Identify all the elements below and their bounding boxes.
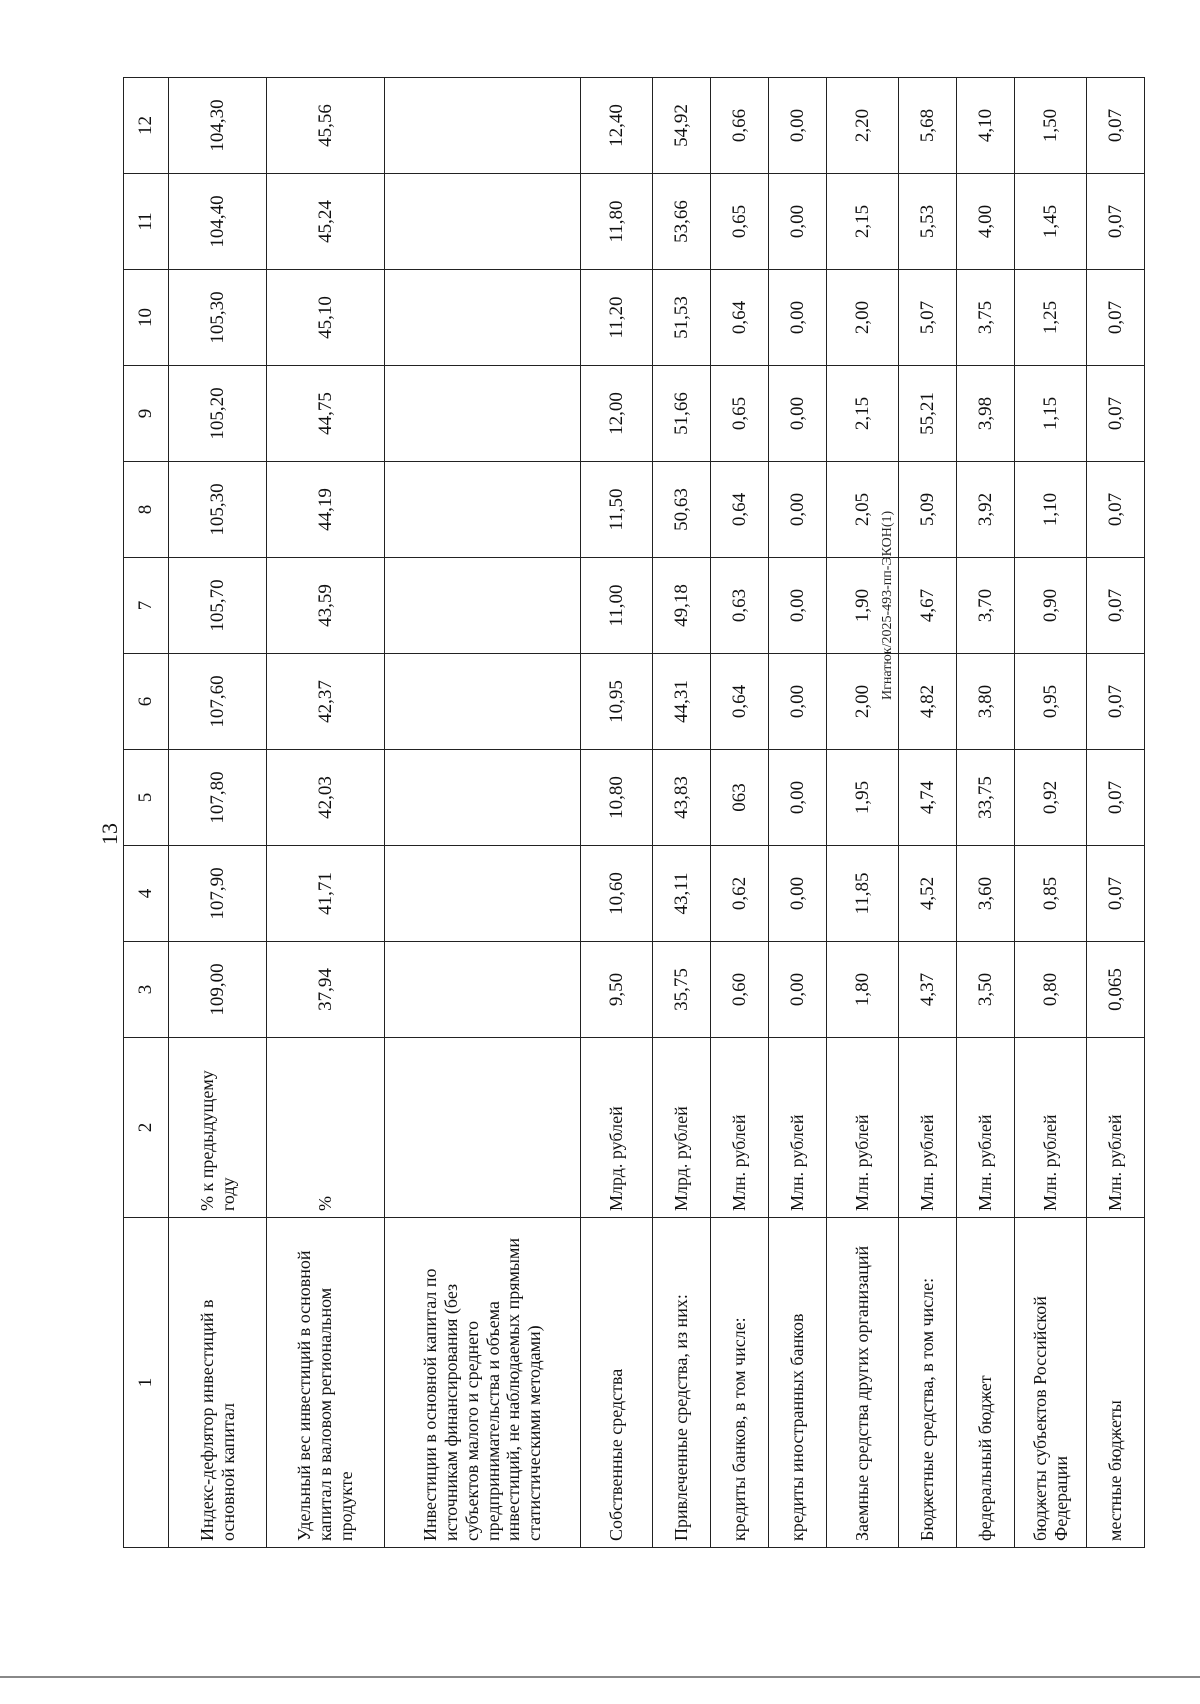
column-header-9: 9 — [124, 366, 169, 462]
value-cell: 3,60 — [957, 846, 1015, 942]
value-cell: 0,66 — [711, 78, 769, 174]
value-cell: 0,00 — [769, 846, 827, 942]
value-cell: 1,90 — [827, 558, 899, 654]
value-cell: 50,63 — [653, 462, 711, 558]
value-cell: 0,07 — [1087, 846, 1145, 942]
indicator-name: Бюджетные средства, в том числе: — [899, 1218, 957, 1548]
value-cell: 35,75 — [653, 942, 711, 1038]
table-row — [653, 78, 711, 1548]
value-cell: 11,80 — [581, 174, 653, 270]
value-cell: 45,56 — [267, 78, 385, 174]
column-header-4: 4 — [124, 846, 169, 942]
value-cell — [385, 174, 581, 270]
table-row — [899, 78, 957, 1548]
value-cell: 0,00 — [769, 270, 827, 366]
investment-table — [123, 77, 1145, 1548]
value-cell: 5,53 — [899, 174, 957, 270]
value-cell: 4,74 — [899, 750, 957, 846]
table-row — [267, 78, 385, 1548]
indicator-name: Индекс-дефлятор инвестиций в основной капитал — [169, 1218, 267, 1548]
value-cell: 0,00 — [769, 366, 827, 462]
value-cell: 43,11 — [653, 846, 711, 942]
value-cell: 44,19 — [267, 462, 385, 558]
value-cell: 107,60 — [169, 654, 267, 750]
value-cell: 10,95 — [581, 654, 653, 750]
value-cell: 107,80 — [169, 750, 267, 846]
value-cell: 11,85 — [827, 846, 899, 942]
value-cell: 063 — [711, 750, 769, 846]
value-cell: 1,45 — [1015, 174, 1087, 270]
value-cell: 1,50 — [1015, 78, 1087, 174]
value-cell: 3,70 — [957, 558, 1015, 654]
value-cell: 11,00 — [581, 558, 653, 654]
value-cell: 2,00 — [827, 654, 899, 750]
value-cell: 3,80 — [957, 654, 1015, 750]
value-cell: 45,10 — [267, 270, 385, 366]
value-cell: 0,07 — [1087, 174, 1145, 270]
unit-cell: Млрд. рублей — [581, 1038, 653, 1218]
column-header-5: 5 — [124, 750, 169, 846]
value-cell: 3,50 — [957, 942, 1015, 1038]
value-cell: 12,40 — [581, 78, 653, 174]
value-cell: 0,07 — [1087, 78, 1145, 174]
indicator-name: Заемные средства других организаций — [827, 1218, 899, 1548]
value-cell: 105,30 — [169, 462, 267, 558]
table-row — [769, 78, 827, 1548]
column-header-12: 12 — [124, 78, 169, 174]
value-cell: 44,31 — [653, 654, 711, 750]
table-row — [827, 78, 899, 1548]
value-cell: 0,64 — [711, 270, 769, 366]
value-cell: 0,07 — [1087, 558, 1145, 654]
value-cell: 0,85 — [1015, 846, 1087, 942]
value-cell: 1,15 — [1015, 366, 1087, 462]
value-cell: 0,07 — [1087, 270, 1145, 366]
value-cell: 0,65 — [711, 174, 769, 270]
value-cell: 0,92 — [1015, 750, 1087, 846]
unit-cell: Млн. рублей — [769, 1038, 827, 1218]
value-cell: 11,20 — [581, 270, 653, 366]
value-cell: 0,80 — [1015, 942, 1087, 1038]
table-container — [123, 78, 1126, 1548]
value-cell — [385, 654, 581, 750]
value-cell: 105,30 — [169, 270, 267, 366]
value-cell: 4,37 — [899, 942, 957, 1038]
value-cell: 1,80 — [827, 942, 899, 1038]
value-cell: 33,75 — [957, 750, 1015, 846]
value-cell: 45,24 — [267, 174, 385, 270]
value-cell: 0,00 — [769, 174, 827, 270]
value-cell: 4,10 — [957, 78, 1015, 174]
column-header-8: 8 — [124, 462, 169, 558]
value-cell: 5,68 — [899, 78, 957, 174]
value-cell: 0,00 — [769, 654, 827, 750]
indicator-name: Удельный вес инвестиций в основной капитал в валовом региональном продукте — [267, 1218, 385, 1548]
value-cell: 44,75 — [267, 366, 385, 462]
value-cell: 42,03 — [267, 750, 385, 846]
value-cell — [385, 462, 581, 558]
value-cell: 4,52 — [899, 846, 957, 942]
table-row — [1087, 78, 1145, 1548]
value-cell: 4,00 — [957, 174, 1015, 270]
value-cell: 55,21 — [899, 366, 957, 462]
value-cell: 0,07 — [1087, 654, 1145, 750]
value-cell: 43,59 — [267, 558, 385, 654]
value-cell: 53,66 — [653, 174, 711, 270]
indicator-name: бюджеты субъектов Российской Федерации — [1015, 1218, 1087, 1548]
value-cell: 5,07 — [899, 270, 957, 366]
value-cell: 0,00 — [769, 462, 827, 558]
value-cell: 0,64 — [711, 462, 769, 558]
unit-cell: Млн. рублей — [899, 1038, 957, 1218]
column-header-7: 7 — [124, 558, 169, 654]
indicator-name: федеральный бюджет — [957, 1218, 1015, 1548]
column-header-6: 6 — [124, 654, 169, 750]
scan-edge-line — [0, 1676, 1200, 1678]
value-cell: 3,75 — [957, 270, 1015, 366]
unit-cell: Млн. рублей — [711, 1038, 769, 1218]
value-cell: 0,00 — [769, 78, 827, 174]
value-cell — [385, 270, 581, 366]
unit-cell: Млн. рублей — [957, 1038, 1015, 1218]
unit-cell: Млрд. рублей — [653, 1038, 711, 1218]
table-row — [385, 78, 581, 1548]
value-cell: 0,95 — [1015, 654, 1087, 750]
document-code: Игнатюк/2025-493-пп-ЭКОН(1) — [880, 510, 895, 700]
value-cell: 2,00 — [827, 270, 899, 366]
unit-cell: Млн. рублей — [1015, 1038, 1087, 1218]
value-cell: 0,00 — [769, 558, 827, 654]
table-row — [957, 78, 1015, 1548]
value-cell: 2,05 — [827, 462, 899, 558]
table-row — [1015, 78, 1087, 1548]
value-cell: 49,18 — [653, 558, 711, 654]
value-cell: 0,07 — [1087, 366, 1145, 462]
table-row — [169, 78, 267, 1548]
value-cell: 11,50 — [581, 462, 653, 558]
indicator-name: Собственные средства — [581, 1218, 653, 1548]
value-cell: 0,63 — [711, 558, 769, 654]
value-cell — [385, 78, 581, 174]
unit-cell — [385, 1038, 581, 1218]
column-header-10: 10 — [124, 270, 169, 366]
value-cell: 43,83 — [653, 750, 711, 846]
value-cell — [385, 558, 581, 654]
column-header-2: 2 — [124, 1038, 169, 1218]
column-header-3: 3 — [124, 942, 169, 1038]
value-cell: 0,65 — [711, 366, 769, 462]
value-cell: 0,90 — [1015, 558, 1087, 654]
unit-cell: % к предыдущему году — [169, 1038, 267, 1218]
indicator-name: Привлеченные средства, из них: — [653, 1218, 711, 1548]
value-cell: 2,20 — [827, 78, 899, 174]
value-cell: 3,92 — [957, 462, 1015, 558]
value-cell: 12,00 — [581, 366, 653, 462]
indicator-name: кредиты банков, в том числе: — [711, 1218, 769, 1548]
value-cell — [385, 942, 581, 1038]
value-cell: 1,95 — [827, 750, 899, 846]
indicator-name: Инвестиции в основной капитал по источникам финансирования (без субъектов малого и среднего предпринимательства и объема инвестиций, не наблюдаемых прямыми статистическими методами) — [385, 1218, 581, 1548]
indicator-name: кредиты иностранных банков — [769, 1218, 827, 1548]
value-cell — [385, 750, 581, 846]
value-cell: 0,00 — [769, 942, 827, 1038]
unit-cell: Млн. рублей — [827, 1038, 899, 1218]
value-cell: 10,60 — [581, 846, 653, 942]
page-number: 13 — [97, 823, 122, 845]
value-cell: 2,15 — [827, 366, 899, 462]
value-cell: 0,64 — [711, 654, 769, 750]
value-cell: 104,40 — [169, 174, 267, 270]
table-row — [581, 78, 653, 1548]
value-cell: 105,20 — [169, 366, 267, 462]
value-cell: 54,92 — [653, 78, 711, 174]
value-cell — [385, 366, 581, 462]
value-cell: 107,90 — [169, 846, 267, 942]
unit-cell: % — [267, 1038, 385, 1218]
column-header-11: 11 — [124, 174, 169, 270]
value-cell: 42,37 — [267, 654, 385, 750]
value-cell: 2,15 — [827, 174, 899, 270]
value-cell: 51,53 — [653, 270, 711, 366]
value-cell: 5,09 — [899, 462, 957, 558]
value-cell: 4,67 — [899, 558, 957, 654]
value-cell: 0,07 — [1087, 462, 1145, 558]
header-row — [124, 78, 169, 1548]
value-cell: 51,66 — [653, 366, 711, 462]
value-cell: 0,00 — [769, 750, 827, 846]
value-cell: 3,98 — [957, 366, 1015, 462]
column-header-1: 1 — [124, 1218, 169, 1548]
value-cell: 104,30 — [169, 78, 267, 174]
value-cell: 1,10 — [1015, 462, 1087, 558]
value-cell: 10,80 — [581, 750, 653, 846]
value-cell: 9,50 — [581, 942, 653, 1038]
unit-cell: Млн. рублей — [1087, 1038, 1145, 1218]
indicator-name: местные бюджеты — [1087, 1218, 1145, 1548]
table-row — [711, 78, 769, 1548]
value-cell: 1,25 — [1015, 270, 1087, 366]
value-cell: 109,00 — [169, 942, 267, 1038]
value-cell — [385, 846, 581, 942]
value-cell: 0,07 — [1087, 750, 1145, 846]
value-cell: 0,62 — [711, 846, 769, 942]
value-cell: 0,60 — [711, 942, 769, 1038]
value-cell: 105,70 — [169, 558, 267, 654]
value-cell: 41,71 — [267, 846, 385, 942]
value-cell: 0,065 — [1087, 942, 1145, 1038]
table-body — [169, 78, 1145, 1548]
value-cell: 37,94 — [267, 942, 385, 1038]
value-cell: 4,82 — [899, 654, 957, 750]
